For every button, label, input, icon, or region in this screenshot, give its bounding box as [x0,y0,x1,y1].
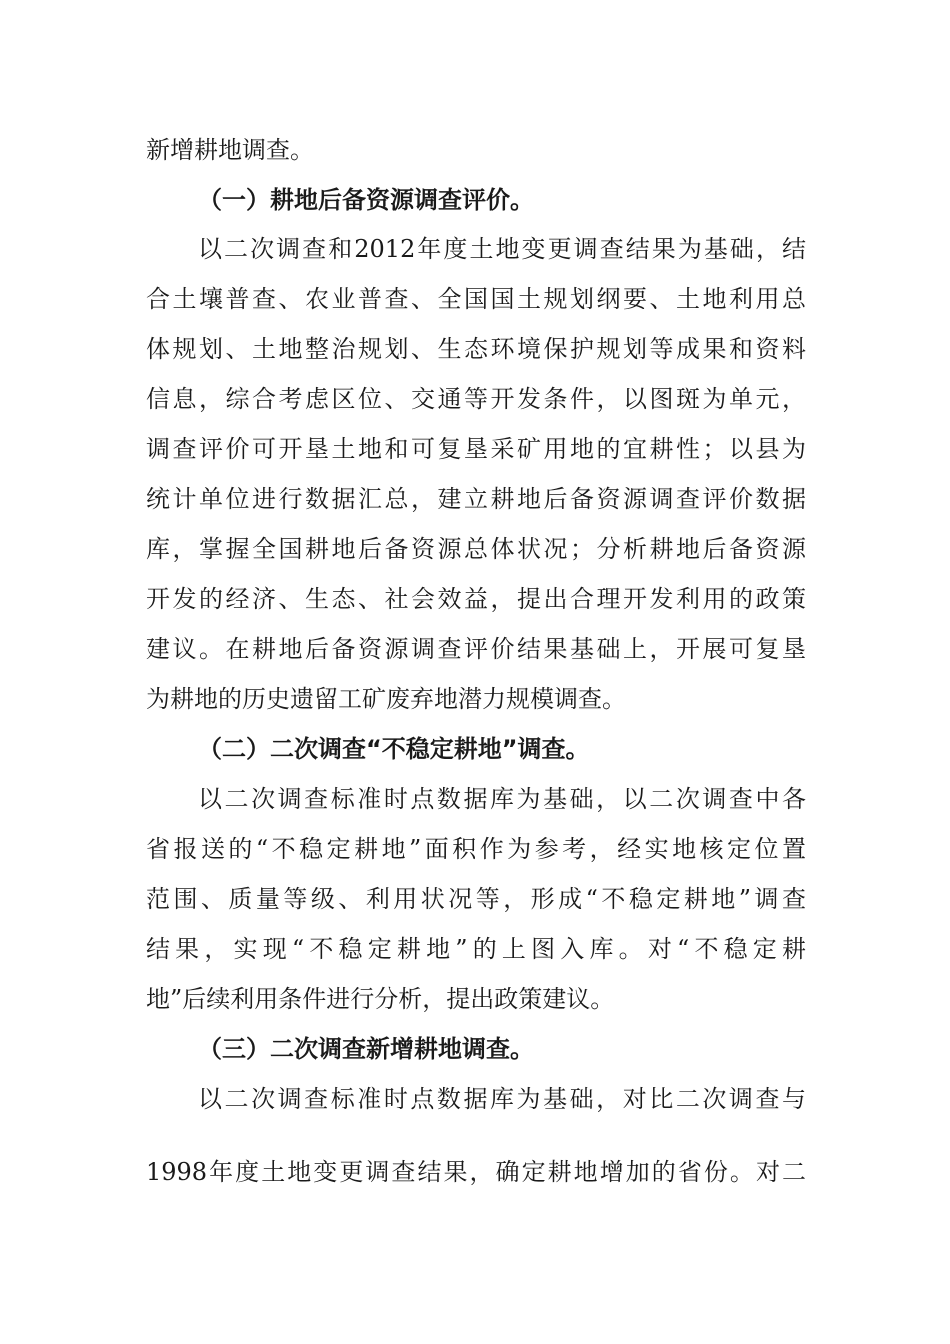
paragraph-line: 为耕地的历史遗留工矿废弃地潜力规模调查。 [146,685,626,713]
paragraph-line: 库，掌握全国耕地后备资源总体状况；分析耕地后备资源 [146,535,806,563]
paragraph-line: 范围、质量等级、利用状况等，形成“不稳定耕地”调查 [146,885,806,913]
paragraph-line: 调查评价可开垦土地和可复垦采矿用地的宜耕性；以县为 [146,435,806,463]
paragraph-line: 以二次调查和2012年度土地变更调查结果为基础，结 [198,235,806,263]
paragraph-line: 以二次调查标准时点数据库为基础，对比二次调查与 [198,1085,806,1113]
paragraph-line: 合土壤普查、农业普查、全国国土规划纲要、土地利用总 [146,285,806,313]
section-3-heading: （三）二次调查新增耕地调查。 [198,1035,534,1063]
intro-line: 新增耕地调查。 [146,136,314,164]
paragraph-line: 开发的经济、生态、社会效益，提出合理开发利用的政策 [146,585,806,613]
section-1-heading: （一）耕地后备资源调查评价。 [198,186,534,214]
paragraph-line: 结果，实现“不稳定耕地”的上图入库。对“不稳定耕 [146,935,806,963]
paragraph-line: 统计单位进行数据汇总，建立耕地后备资源调查评价数据 [146,485,806,513]
paragraph-line: 以二次调查标准时点数据库为基础，以二次调查中各 [198,785,806,813]
paragraph-line: 地”后续利用条件进行分析，提出政策建议。 [146,985,615,1013]
paragraph-line: 体规划、土地整治规划、生态环境保护规划等成果和资料 [146,335,806,363]
paragraph-line: 省报送的“不稳定耕地”面积作为参考，经实地核定位置 [146,835,806,863]
section-2-heading: （二）二次调查“不稳定耕地”调查。 [198,735,590,763]
paragraph-line: 信息，综合考虑区位、交通等开发条件，以图斑为单元， [146,385,806,413]
paragraph-line: 1998年度土地变更调查结果，确定耕地增加的省份。对二 [146,1158,806,1186]
paragraph-line: 建议。在耕地后备资源调查评价结果基础上，开展可复垦 [146,635,806,663]
